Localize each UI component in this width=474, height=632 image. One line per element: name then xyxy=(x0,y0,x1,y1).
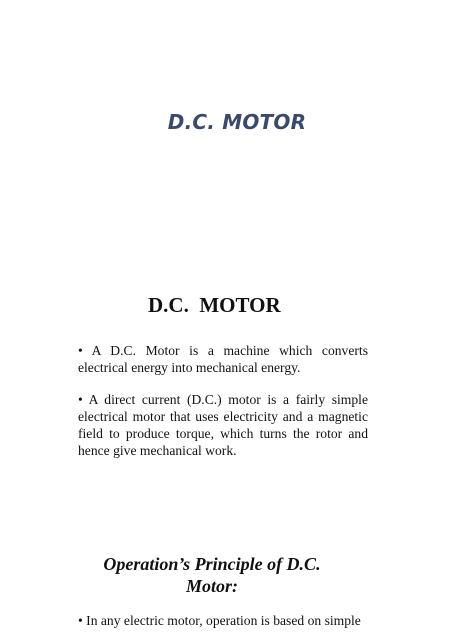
section-heading-line: Motor: xyxy=(185,576,238,596)
bullet-marker: • xyxy=(78,343,83,358)
section-heading xyxy=(0,553,424,597)
section-heading-line: Operation’s Principle of D.C. xyxy=(103,554,321,574)
bullet-marker: • xyxy=(78,613,83,628)
bullet-text: A direct current (D.C.) motor is a fairly simple electrical motor that uses electricity and a magnetic field to produce torque, which turns the rotor and hence give mechanical work. xyxy=(78,392,368,458)
bullet-item xyxy=(78,391,368,459)
bullet-item xyxy=(78,612,368,629)
slide-title: D.C. MOTOR xyxy=(148,293,281,317)
bullet-text: In any electric motor, operation is based on simple xyxy=(86,613,361,628)
bullet-text: A D.C. Motor is a machine which converts electrical energy into mechanical energy. xyxy=(78,343,368,375)
bullet-item xyxy=(78,342,368,376)
bullet-marker: • xyxy=(78,392,83,407)
cover-title: D.C. MOTOR xyxy=(167,110,307,134)
